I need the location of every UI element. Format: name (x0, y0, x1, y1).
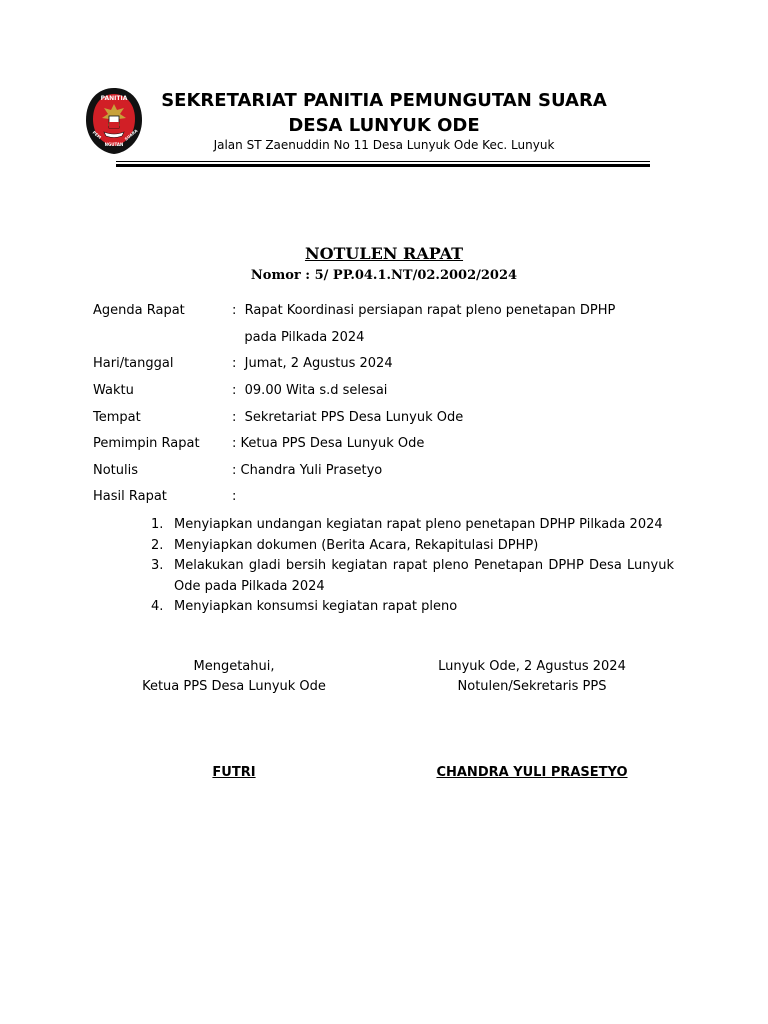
list-item (148, 556, 674, 597)
signature-right-place-date: Lunyuk Ode, 2 Agustus 2024 (438, 659, 626, 674)
document-number: Nomor : 5/ PP.04.1.NT/02.2002/2024 (250, 268, 518, 283)
list-item-number: 2. (151, 537, 164, 553)
org-name-line1: SEKRETARIAT PANITIA PEMUNGUTAN SUARA (161, 90, 607, 111)
field-label: Tempat (93, 410, 141, 425)
field-label: Waktu (93, 383, 134, 398)
field-label: Agenda Rapat (93, 303, 185, 318)
list-item (148, 536, 674, 557)
list-item-text: Menyiapkan konsumsi kegiatan rapat pleno (174, 599, 458, 614)
org-address: Jalan ST Zaenuddin No 11 Desa Lunyuk Ode Kec. Lunyuk (213, 138, 555, 152)
field-value: pada Pilkada 2024 (232, 330, 365, 345)
header-rule-thick (116, 164, 650, 167)
list-item-text: Menyiapkan undangan kegiatan rapat pleno penetapan DPHP Pilkada 2024 (174, 517, 663, 532)
field-label: Notulis (93, 463, 139, 478)
field-value: : Jumat, 2 Agustus 2024 (232, 356, 393, 371)
list-item-number: 1. (151, 517, 164, 532)
list-item (148, 597, 674, 618)
field-label: Hari/tanggal (93, 356, 174, 371)
svg-text:SUARA: SUARA (123, 128, 139, 142)
field-value: : Rapat Koordinasi persiapan rapat pleno penetapan DPHP (232, 303, 616, 318)
field-label: Pemimpin Rapat (93, 436, 200, 451)
list-item-text: Melakukan gladi bersih kegiatan rapat pleno Penetapan DPHP Desa Lunyuk Ode pada Pilkada 2024 (174, 558, 674, 594)
field-value: : (232, 489, 237, 504)
svg-text:NGUTAN: NGUTAN (104, 142, 124, 147)
field-value: : Chandra Yuli Prasetyo (232, 463, 383, 478)
field-label: Hasil Rapat (93, 489, 167, 504)
list-item-text: Menyiapkan dokumen (Berita Acara, Rekapitulasi DPHP) (174, 537, 539, 553)
signature-right-block (412, 657, 652, 696)
signature-right-title: Notulen/Sekretaris PPS (457, 678, 607, 694)
header-rule-thin (116, 161, 650, 162)
svg-text:PEM: PEM (91, 129, 103, 140)
field-value: : Ketua PPS Desa Lunyuk Ode (232, 436, 425, 451)
field-value: : 09.00 Wita s.d selesai (232, 383, 388, 398)
list-item-number: 4. (151, 599, 164, 614)
signature-left-name: FUTRI (212, 765, 256, 780)
org-name-line2: DESA LUNYUK ODE (288, 115, 480, 136)
signature-left-title: Ketua PPS Desa Lunyuk Ode (142, 678, 326, 694)
document-title: NOTULEN RAPAT (304, 244, 464, 263)
signature-right-name: CHANDRA YULI PRASETYO (436, 765, 628, 780)
signature-left-heading: Mengetahui, (193, 659, 275, 674)
svg-text:PANITIA: PANITIA (100, 95, 128, 102)
list-item (148, 515, 674, 536)
meeting-results-list (148, 515, 674, 618)
list-item-number: 3. (151, 558, 164, 573)
signature-left-block (124, 657, 344, 696)
field-value: : Sekretariat PPS Desa Lunyuk Ode (232, 410, 464, 425)
